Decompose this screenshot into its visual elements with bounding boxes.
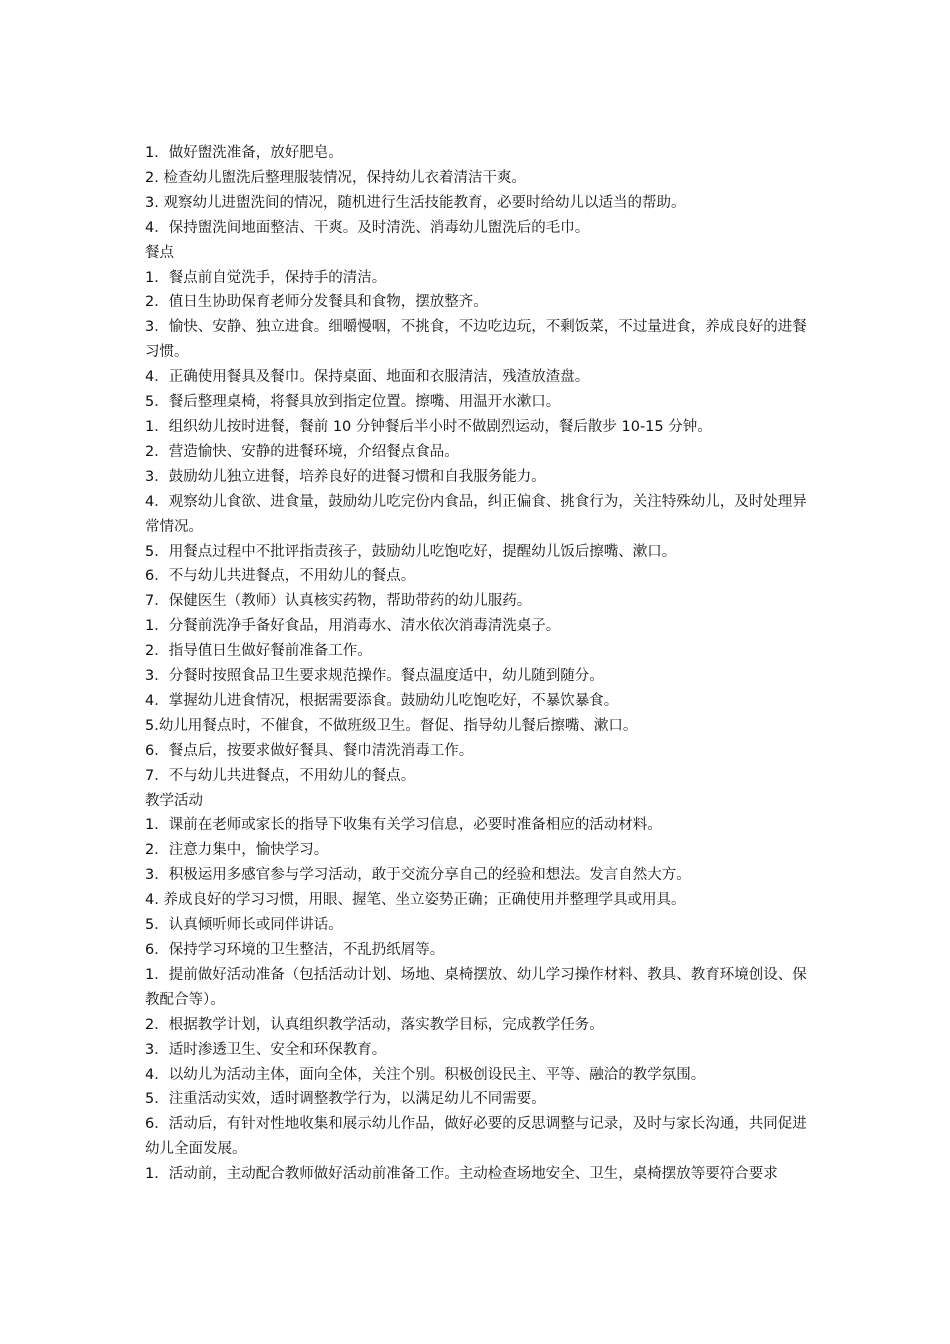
- list-item: 3．分餐时按照食品卫生要求规范操作。餐点温度适中，幼儿随到随分。: [145, 668, 604, 685]
- list-item: 4．观察幼儿食欲、进食量，鼓励幼儿吃完份内食品，纠正偏食、挑食行为，关注特殊幼儿，及时处理异常情况。: [145, 493, 807, 535]
- list-item: 7．不与幼儿共进餐点，不用幼儿的餐点。: [145, 767, 416, 784]
- list-item: 3．鼓励幼儿独立进餐，培养良好的进餐习惯和自我服务能力。: [145, 468, 546, 485]
- list-item: 1．课前在老师或家长的指导下收集有关学习信息，必要时准备相应的活动材料。: [145, 817, 662, 834]
- list-item: 1．提前做好活动准备（包括活动计划、场地、桌椅摆放、幼儿学习操作材料、教具、教育环境创设、保教配合等）。: [145, 966, 807, 1008]
- list-item: 4．保持盥洗间地面整洁、干爽。及时清洗、消毒幼儿盥洗后的毛巾。: [145, 219, 590, 236]
- list-item: 5．用餐点过程中不批评指责孩子，鼓励幼儿吃饱吃好，提醒幼儿饭后擦嘴、漱口。: [145, 543, 677, 560]
- list-item: 1．活动前，主动配合教师做好活动前准备工作。主动检查场地安全、卫生，桌椅摆放等要符合要求: [145, 1166, 778, 1183]
- list-item: 6．不与幼儿共进餐点，不用幼儿的餐点。: [145, 568, 416, 585]
- list-item: 1．餐点前自觉洗手，保持手的清洁。: [145, 269, 387, 286]
- list-item: 4．正确使用餐具及餐巾。保持桌面、地面和衣服清洁，残渣放渣盘。: [145, 369, 590, 386]
- list-item: 5．认真倾听师长或同伴讲话。: [145, 917, 343, 934]
- list-item: 2. 检查幼儿盥洗后整理服装情况，保持幼儿衣着清洁干爽。: [145, 169, 526, 186]
- list-item: 3．愉快、安静、独立进食。细嚼慢咽，不挑食，不边吃边玩，不剩饭菜，不过量进食，养成良好的进餐习惯。: [145, 319, 807, 361]
- list-item: 4. 养成良好的学习习惯，用眼、握笔、坐立姿势正确；正确使用并整理学具或用具。: [145, 892, 686, 909]
- list-item: 6．保持学习环境的卫生整洁，不乱扔纸屑等。: [145, 942, 445, 958]
- list-item: 2．营造愉快、安静的进餐环境，介绍餐点食品。: [145, 443, 459, 460]
- list-item: 4．掌握幼儿进食情况，根据需要添食。鼓励幼儿吃饱吃好，不暴饮暴食。: [145, 692, 619, 709]
- list-item: 4．以幼儿为活动主体，面向全体，关注个别。积极创设民主、平等、融洽的教学氛围。: [145, 1066, 706, 1083]
- list-item: 5．注重活动实效，适时调整教学行为，以满足幼儿不同需要。: [145, 1091, 546, 1108]
- list-item: 3. 观察幼儿进盥洗间的情况，随机进行生活技能教育，必要时给幼儿以适当的帮助。: [145, 194, 686, 211]
- list-item: 6．餐点后，按要求做好餐具、餐巾清洗消毒工作。: [145, 742, 474, 759]
- document-body: [145, 141, 813, 1187]
- list-item: 6．活动后，有针对性地收集和展示幼儿作品，做好必要的反思调整与记录，及时与家长沟通，共同促进幼儿全面发展。: [145, 1116, 807, 1158]
- list-item: 2．指导值日生做好餐前准备工作。: [145, 643, 372, 660]
- list-item: 2．注意力集中，愉快学习。: [145, 842, 329, 859]
- list-item: 5．餐后整理桌椅，将餐具放到指定位置。擦嘴、用温开水漱口。: [145, 394, 561, 411]
- list-item: 2．值日生协助保育老师分发餐具和食物，摆放整齐。: [145, 294, 488, 311]
- list-item: 3．积极运用多感官参与学习活动，敢于交流分享自己的经验和想法。发言自然大方。: [145, 867, 691, 884]
- list-item: 1．做好盥洗准备，放好肥皂。: [145, 145, 343, 161]
- section-heading: 餐点: [145, 244, 174, 261]
- list-item: 5.幼儿用餐点时，不催食，不做班级卫生。督促、指导幼儿餐后擦嘴、漱口。: [145, 717, 638, 734]
- list-item: 7．保健医生（教师）认真核实药物，帮助带药的幼儿服药。: [145, 593, 532, 610]
- section-heading: 教学活动: [145, 792, 203, 809]
- list-item: 1．分餐前洗净手备好食品，用消毒水、清水依次消毒清洗桌子。: [145, 618, 561, 635]
- list-item: 1．组织幼儿按时进餐，餐前 10 分钟餐后半小时不做剧烈运动，餐后散步 10-15 分钟。: [145, 418, 712, 435]
- list-item: 2．根据教学计划，认真组织教学活动，落实教学目标，完成教学任务。: [145, 1016, 604, 1033]
- list-item: 3．适时渗透卫生、安全和环保教育。: [145, 1041, 387, 1058]
